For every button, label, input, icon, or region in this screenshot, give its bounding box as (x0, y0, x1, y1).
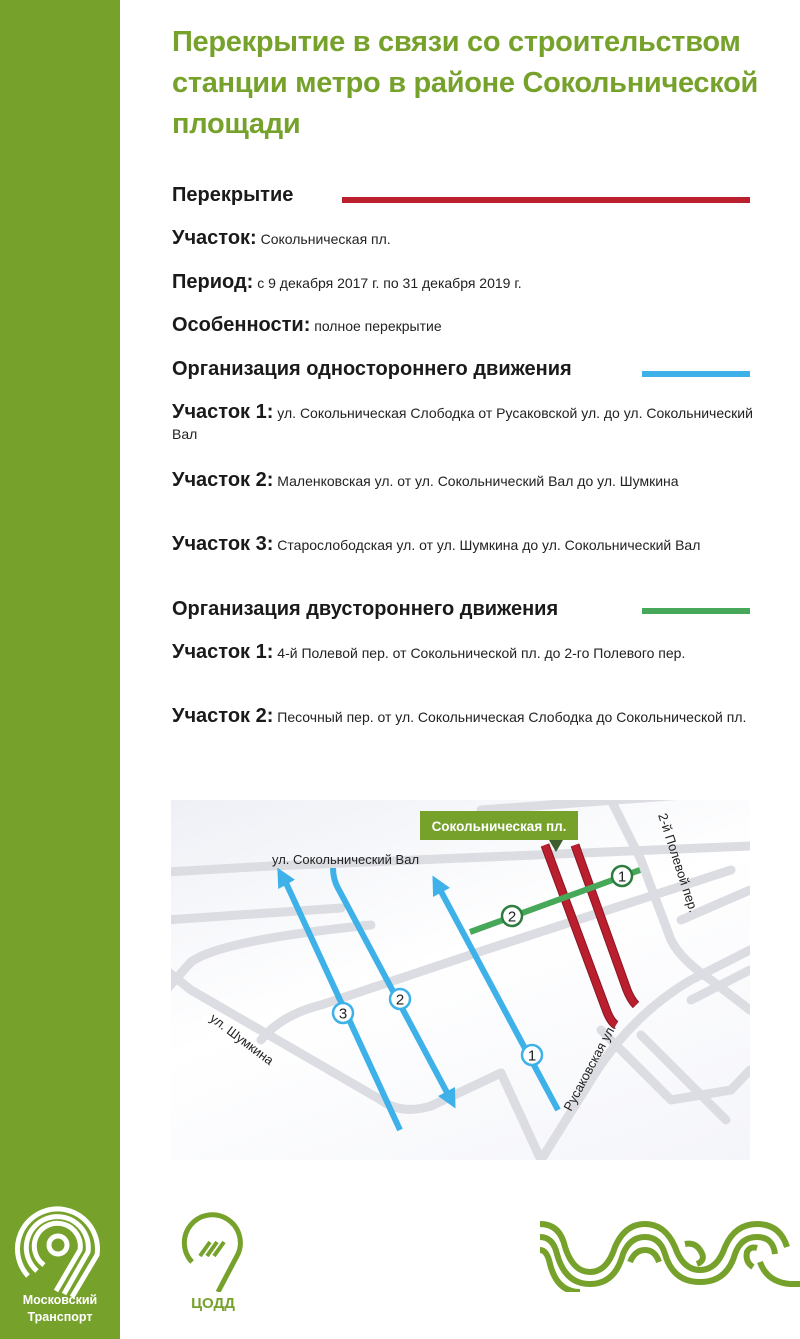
twoway-item-value: 4-й Полевой пер. от Сокольнической пл. до 2-го Полевого пер. (277, 645, 686, 661)
closure-legend-line (342, 197, 750, 203)
route-map (171, 800, 750, 1160)
closure-period-label: Период: (172, 271, 254, 293)
svg-text:1: 1 (527, 1047, 537, 1065)
closure-period-value: с 9 декабря 2017 г. по 31 декабря 2019 г. (257, 275, 522, 291)
mt-wordmark-line2: Транспорт (27, 1310, 93, 1324)
street-label-shumkina: ул. Шумкина (207, 1010, 277, 1068)
place-label-sokolnicheskaya (420, 811, 578, 852)
codd-wordmark: ЦОДД (191, 1295, 235, 1312)
closure-features-label: Особенности: (172, 314, 311, 336)
twoway-item-label: Участок 1: (172, 641, 274, 663)
twoway-item-label: Участок 2: (172, 705, 274, 727)
map-canvas (171, 800, 750, 1160)
twoway-item-value: Песочный пер. от ул. Сокольническая Слободка до Сокольнической пл. (277, 709, 747, 725)
oneway-item-label: Участок 2: (172, 469, 274, 491)
oneway-item (172, 534, 762, 556)
twoway-item (172, 706, 762, 728)
street-network (171, 800, 750, 1160)
street-label-sokolnichesky-val: ул. Сокольнический Вал (272, 852, 420, 867)
twoway-legend-line (642, 608, 750, 614)
oneway-item-value: ул. Сокольническая Слободка от Русаковской ул. до ул. Сокольнический Вал (172, 405, 753, 442)
codd-logo (178, 1212, 248, 1292)
street-label-rusakovskaya: Русаковская ул. (560, 1021, 619, 1114)
oneway-item (172, 470, 762, 492)
svg-text:1: 1 (617, 868, 627, 886)
marker-oneway-3 (333, 1003, 353, 1023)
closure-heading: Перекрытие (172, 184, 294, 206)
mt-wordmark-line1: Московский (22, 1293, 98, 1307)
svg-text:3: 3 (338, 1005, 348, 1023)
oneway-legend-line (642, 371, 750, 377)
closure-features-value: полное перекрытие (314, 318, 442, 334)
page-title: Перекрытие в связи со строительством станции метро в районе Сокольнической площади (172, 26, 759, 140)
marker-twoway-2 (502, 906, 522, 926)
place-label-text: Сокольническая пл. (431, 819, 567, 834)
marker-oneway-2 (390, 989, 410, 1009)
closure-section-row (172, 228, 762, 250)
oneway-item-label: Участок 3: (172, 533, 274, 555)
oneway-item-value: Старослободская ул. от ул. Шумкина до ул. Сокольнический Вал (277, 537, 701, 553)
oneway-item-label: Участок 1: (172, 401, 274, 423)
wave-pattern-logo (535, 1212, 800, 1292)
marker-oneway-1 (522, 1045, 542, 1065)
moscow-transport-wordmark (0, 1292, 120, 1326)
svg-text:2: 2 (395, 991, 405, 1009)
twoway-heading: Организация двустороннего движения (172, 598, 559, 620)
oneway-heading: Организация одностороннего движения (172, 358, 572, 380)
street-label-2-polevoy: 2-й Полевой пер. (655, 811, 702, 915)
oneway-item (172, 402, 762, 445)
brand-strip (0, 0, 120, 1339)
closure-section-label: Участок: (172, 227, 257, 249)
twoway-item (172, 642, 762, 664)
oneway-item-value: Маленковская ул. от ул. Сокольнический Вал до ул. Шумкина (277, 473, 679, 489)
closure-period-row (172, 272, 762, 294)
closure-features-row (172, 315, 762, 337)
closure-section-value: Сокольническая пл. (260, 231, 391, 247)
marker-twoway-1 (612, 866, 632, 886)
svg-text:2: 2 (507, 908, 517, 926)
